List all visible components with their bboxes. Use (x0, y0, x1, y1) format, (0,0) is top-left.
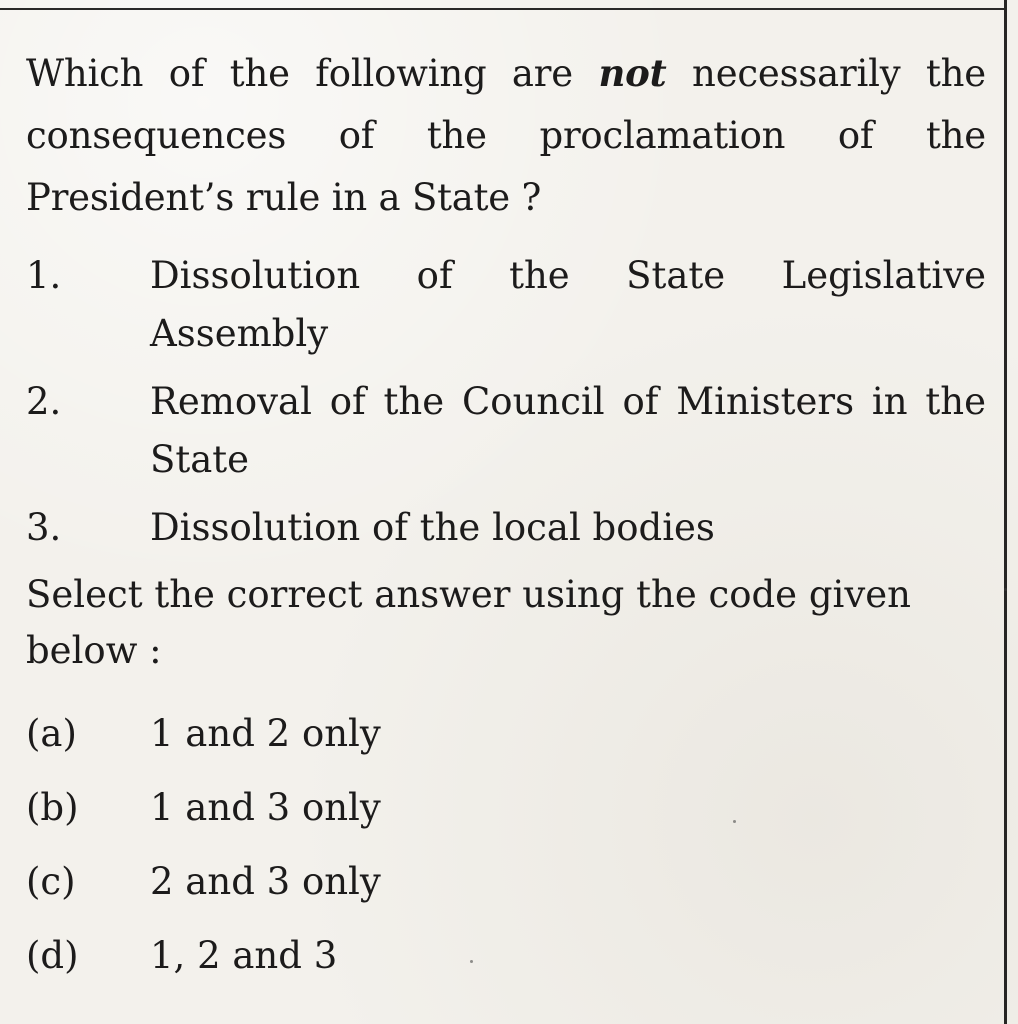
option-label: (a) (26, 712, 77, 755)
answer-options (26, 697, 986, 993)
option-label: (c) (26, 860, 76, 903)
statement-item (26, 499, 986, 557)
statement-number: 3. (26, 506, 62, 549)
statement-text: Removal of the Council of Ministers in the State (150, 380, 986, 481)
statement-list (26, 247, 986, 557)
statement-number: 1. (26, 254, 62, 297)
option-text: 1 and 3 only (150, 786, 381, 829)
option-text: 2 and 3 only (150, 860, 381, 903)
option-c (26, 845, 986, 919)
right-border-line (1004, 0, 1007, 1024)
statement-item (26, 247, 986, 363)
statement-text: Dissolution of the State Legislative Assembly (150, 254, 986, 355)
top-border-line (0, 8, 1006, 10)
answer-instruction: Select the correct answer using the code given below : (26, 573, 911, 672)
statement-text: Dissolution of the local bodies (150, 506, 715, 549)
statement-number: 2. (26, 380, 62, 423)
scan-speck (1004, 588, 1007, 591)
question-text (26, 42, 986, 229)
option-a (26, 697, 986, 771)
question-after-emphasis: necessarily the consequences of the proclamation of the President’s rule in a State ? (26, 52, 986, 219)
option-label: (b) (26, 786, 79, 829)
option-text: 1, 2 and 3 (150, 934, 338, 977)
question-block (26, 42, 986, 993)
option-label: (d) (26, 934, 79, 977)
question-emphasis: not (598, 51, 667, 95)
option-text: 1 and 2 only (150, 712, 381, 755)
question-before-emphasis: Which of the following are (26, 52, 599, 95)
statement-item (26, 373, 986, 489)
option-d (26, 919, 986, 993)
option-b (26, 771, 986, 845)
